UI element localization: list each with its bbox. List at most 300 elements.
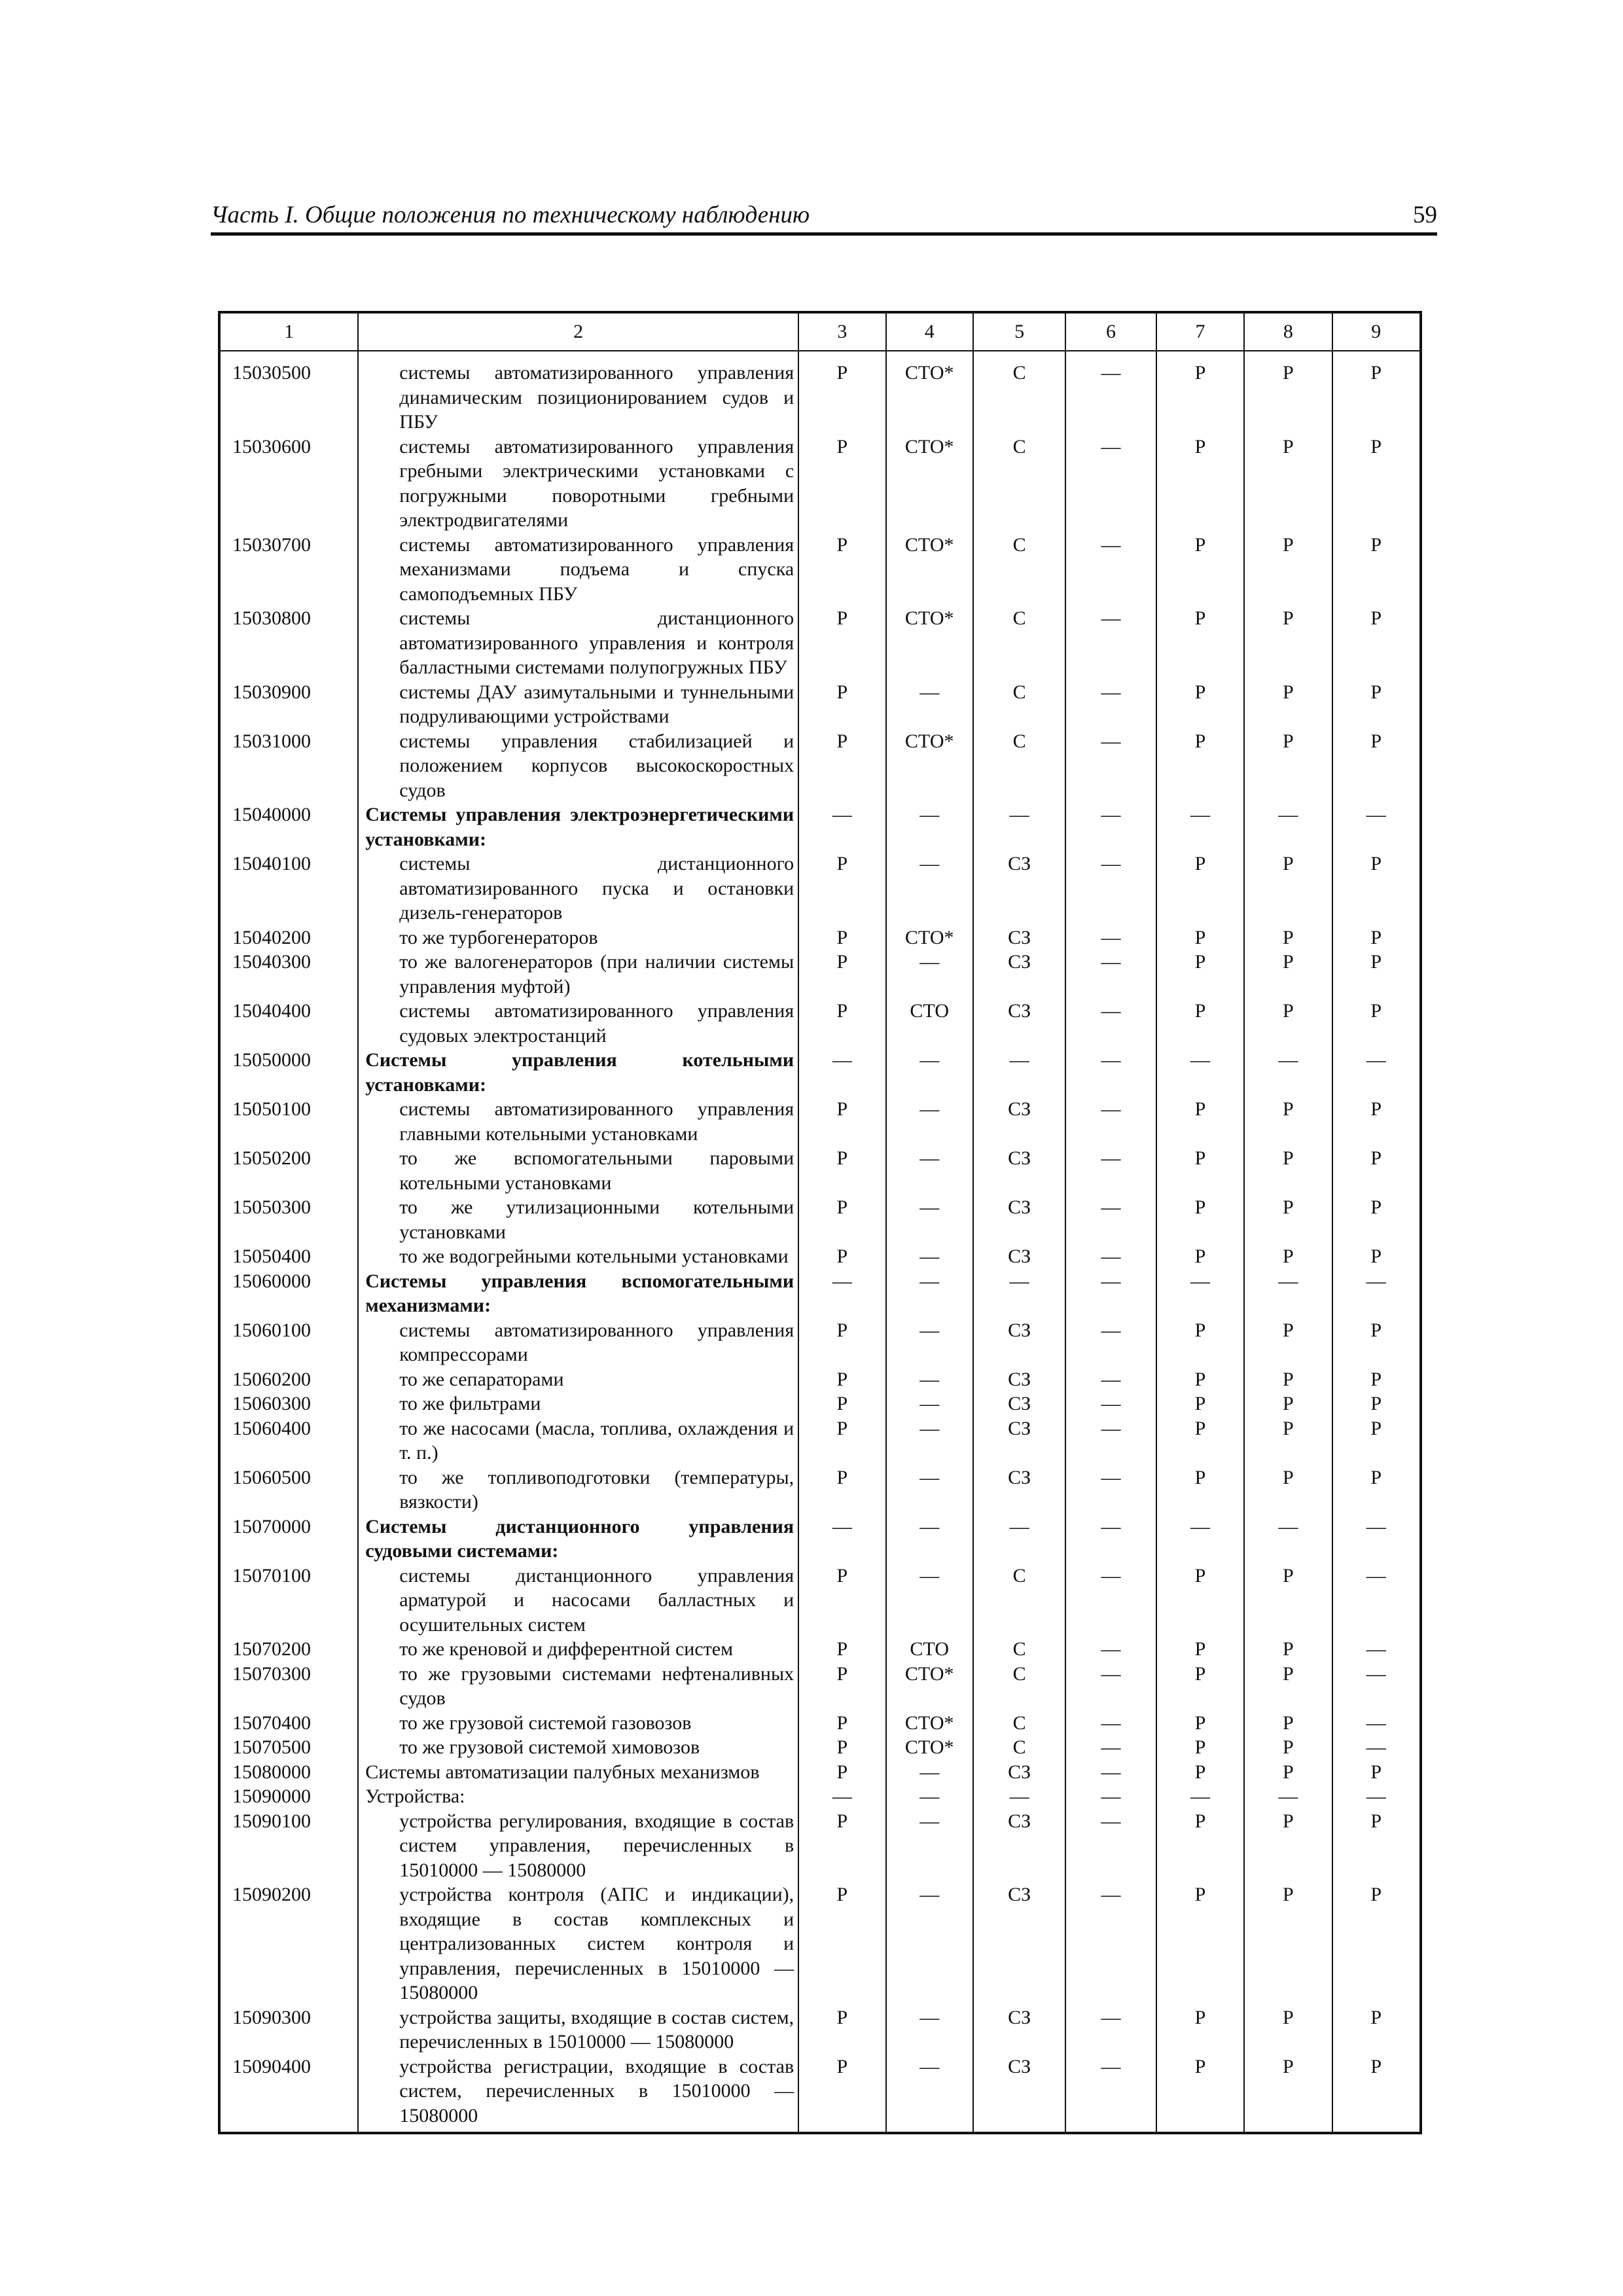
item-code: 15030700 xyxy=(219,533,358,607)
table-row xyxy=(219,1735,1421,1760)
requirement-cell-col-8: Р xyxy=(1244,1711,1332,1736)
item-code: 15060100 xyxy=(219,1318,358,1367)
item-code: 15040300 xyxy=(219,950,358,999)
table-row xyxy=(219,1391,1421,1416)
item-code: 15070400 xyxy=(219,1711,358,1736)
requirement-cell-col-6: — xyxy=(1065,1097,1156,1146)
item-code: 15070300 xyxy=(219,1662,358,1711)
table-row xyxy=(219,1564,1421,1638)
page-header xyxy=(211,198,1437,236)
requirement-cell-col-6: — xyxy=(1065,1269,1156,1318)
requirement-cell-col-3: Р xyxy=(798,680,885,729)
requirement-cell-col-7: Р xyxy=(1156,729,1244,803)
item-description: системы автоматизированного управления судовых электростанций xyxy=(358,999,798,1048)
item-code: 15030800 xyxy=(219,606,358,680)
item-code: 15030500 xyxy=(219,351,358,435)
item-code: 15090300 xyxy=(219,2005,358,2054)
requirement-cell-col-8: — xyxy=(1244,1784,1332,1809)
requirement-cell-col-3: Р xyxy=(798,1416,885,1465)
requirement-cell-col-6: — xyxy=(1065,1564,1156,1638)
item-description: системы дистанционного управления арматурой и насосами балластных и осушительных систем xyxy=(358,1564,798,1638)
item-code: 15040100 xyxy=(219,852,358,925)
requirement-cell-col-5: С xyxy=(973,1637,1065,1662)
requirement-cell-col-5: — xyxy=(973,1269,1065,1318)
requirement-cell-col-4: — xyxy=(886,1146,973,1195)
requirement-cell-col-5: СЗ xyxy=(973,2054,1065,2134)
requirement-cell-col-9: — xyxy=(1332,1269,1421,1318)
item-code: 15070500 xyxy=(219,1735,358,1760)
requirement-cell-col-4: — xyxy=(886,680,973,729)
requirement-cell-col-7: — xyxy=(1156,1515,1244,1564)
requirement-cell-col-3: Р xyxy=(798,852,885,925)
table-row xyxy=(219,1269,1421,1318)
requirement-cell-col-5: С xyxy=(973,435,1065,533)
requirement-cell-col-6: — xyxy=(1065,950,1156,999)
item-description: то же насосами (масла, топлива, охлаждения и т. п.) xyxy=(358,1416,798,1465)
requirement-cell-col-9: Р xyxy=(1332,1882,1421,2005)
requirement-cell-col-7: Р xyxy=(1156,1564,1244,1638)
item-code: 15040400 xyxy=(219,999,358,1048)
requirement-cell-col-6: — xyxy=(1065,533,1156,607)
requirement-cell-col-5: СЗ xyxy=(973,1416,1065,1465)
requirement-cell-col-9: Р xyxy=(1332,1391,1421,1416)
item-code: 15090400 xyxy=(219,2054,358,2134)
column-header: 9 xyxy=(1332,312,1421,351)
item-code: 15050400 xyxy=(219,1244,358,1269)
item-code: 15031000 xyxy=(219,729,358,803)
requirement-cell-col-5: СЗ xyxy=(973,1244,1065,1269)
requirement-cell-col-9: Р xyxy=(1332,1097,1421,1146)
item-code: 15050100 xyxy=(219,1097,358,1146)
item-code: 15060400 xyxy=(219,1416,358,1465)
requirement-cell-col-4: СТО* xyxy=(886,1711,973,1736)
requirement-cell-col-6: — xyxy=(1065,729,1156,803)
table-row xyxy=(219,729,1421,803)
requirement-cell-col-3: — xyxy=(798,1269,885,1318)
table-row xyxy=(219,999,1421,1048)
requirement-cell-col-6: — xyxy=(1065,680,1156,729)
requirement-cell-col-9: Р xyxy=(1332,606,1421,680)
requirement-cell-col-3: Р xyxy=(798,351,885,435)
requirement-cell-col-5: — xyxy=(973,1515,1065,1564)
item-description: то же грузовой системой химовозов xyxy=(358,1735,798,1760)
requirement-cell-col-9: Р xyxy=(1332,435,1421,533)
requirement-cell-col-6: — xyxy=(1065,802,1156,852)
requirement-cell-col-4: СТО* xyxy=(886,606,973,680)
requirement-cell-col-6: — xyxy=(1065,1416,1156,1465)
requirement-cell-col-5: С xyxy=(973,533,1065,607)
requirement-cell-col-8: Р xyxy=(1244,1564,1332,1638)
requirement-cell-col-8: Р xyxy=(1244,852,1332,925)
item-description: системы ДАУ азимутальными и туннельными подруливающими устройствами xyxy=(358,680,798,729)
requirement-cell-col-8: Р xyxy=(1244,1637,1332,1662)
table-row xyxy=(219,950,1421,999)
requirement-cell-col-3: Р xyxy=(798,1760,885,1785)
requirement-cell-col-3: Р xyxy=(798,1465,885,1515)
requirement-cell-col-5: С xyxy=(973,1711,1065,1736)
requirement-cell-col-3: Р xyxy=(798,606,885,680)
requirement-cell-col-3: Р xyxy=(798,2054,885,2134)
item-code: 15040000 xyxy=(219,802,358,852)
requirement-cell-col-4: СТО* xyxy=(886,925,973,950)
table-row xyxy=(219,925,1421,950)
requirement-cell-col-7: — xyxy=(1156,1784,1244,1809)
requirement-cell-col-7: Р xyxy=(1156,435,1244,533)
requirement-cell-col-3: Р xyxy=(798,1882,885,2005)
requirement-cell-col-9: Р xyxy=(1332,1244,1421,1269)
requirement-cell-col-4: — xyxy=(886,1809,973,1883)
requirement-cell-col-4: — xyxy=(886,1318,973,1367)
requirement-cell-col-3: — xyxy=(798,1784,885,1809)
requirement-cell-col-7: Р xyxy=(1156,533,1244,607)
requirement-cell-col-8: Р xyxy=(1244,1882,1332,2005)
item-description: то же утилизационными котельными установками xyxy=(358,1195,798,1244)
table-row xyxy=(219,1244,1421,1269)
item-description: системы автоматизированного управления динамическим позиционированием судов и ПБУ xyxy=(358,351,798,435)
item-code: 15050300 xyxy=(219,1195,358,1244)
requirement-cell-col-3: Р xyxy=(798,533,885,607)
requirement-cell-col-8: Р xyxy=(1244,533,1332,607)
requirement-cell-col-7: Р xyxy=(1156,1391,1244,1416)
requirement-cell-col-5: С xyxy=(973,1735,1065,1760)
requirement-cell-col-8: Р xyxy=(1244,680,1332,729)
requirement-cell-col-9: Р xyxy=(1332,2005,1421,2054)
requirement-cell-col-6: — xyxy=(1065,925,1156,950)
item-code: 15070100 xyxy=(219,1564,358,1638)
table-row xyxy=(219,1760,1421,1785)
requirement-cell-col-7: Р xyxy=(1156,1760,1244,1785)
requirement-cell-col-7: Р xyxy=(1156,2054,1244,2134)
column-header: 7 xyxy=(1156,312,1244,351)
requirement-cell-col-5: СЗ xyxy=(973,2005,1065,2054)
requirement-cell-col-8: Р xyxy=(1244,1416,1332,1465)
item-description: системы дистанционного автоматизированного управления и контроля балластными системами полупогружных ПБУ xyxy=(358,606,798,680)
item-description: устройства регулирования, входящие в состав систем управления, перечисленных в 15010000 — 15080000 xyxy=(358,1809,798,1883)
requirement-cell-col-5: СЗ xyxy=(973,999,1065,1048)
requirement-cell-col-9: Р xyxy=(1332,1809,1421,1883)
requirement-cell-col-6: — xyxy=(1065,1637,1156,1662)
requirement-cell-col-6: — xyxy=(1065,1367,1156,1392)
item-code: 15050000 xyxy=(219,1048,358,1097)
requirement-cell-col-5: — xyxy=(973,1784,1065,1809)
requirement-cell-col-3: Р xyxy=(798,1735,885,1760)
item-code: 15080000 xyxy=(219,1760,358,1785)
item-code: 15060300 xyxy=(219,1391,358,1416)
requirement-cell-col-8: Р xyxy=(1244,1760,1332,1785)
requirement-cell-col-8: Р xyxy=(1244,1662,1332,1711)
item-code: 15070000 xyxy=(219,1515,358,1564)
requirement-cell-col-6: — xyxy=(1065,1809,1156,1883)
requirement-cell-col-5: СЗ xyxy=(973,1391,1065,1416)
item-code: 15090000 xyxy=(219,1784,358,1809)
item-description: Системы автоматизации палубных механизмов xyxy=(358,1760,798,1785)
requirement-cell-col-7: Р xyxy=(1156,1244,1244,1269)
requirement-cell-col-8: Р xyxy=(1244,729,1332,803)
group-heading: Системы управления вспомогательными механизмами: xyxy=(358,1269,798,1318)
requirement-cell-col-7: Р xyxy=(1156,1416,1244,1465)
requirement-cell-col-5: СЗ xyxy=(973,925,1065,950)
requirement-cell-col-8: — xyxy=(1244,1048,1332,1097)
item-description: системы автоматизированного управления главными котельными установками xyxy=(358,1097,798,1146)
item-description: системы автоматизированного управления гребными электрическими установками с погружными поворотными гребными электродвигателями xyxy=(358,435,798,533)
requirement-cell-col-8: Р xyxy=(1244,1318,1332,1367)
table-body xyxy=(219,351,1421,2133)
requirement-cell-col-7: Р xyxy=(1156,1465,1244,1515)
requirement-cell-col-4: — xyxy=(886,1416,973,1465)
requirement-cell-col-3: Р xyxy=(798,1146,885,1195)
requirement-cell-col-3: Р xyxy=(798,1097,885,1146)
requirement-cell-col-4: — xyxy=(886,1465,973,1515)
requirement-cell-col-9: — xyxy=(1332,1711,1421,1736)
requirement-cell-col-7: — xyxy=(1156,802,1244,852)
group-heading: Системы управления электроэнергетическими установками: xyxy=(358,802,798,852)
requirement-cell-col-9: Р xyxy=(1332,925,1421,950)
requirement-cell-col-8: Р xyxy=(1244,999,1332,1048)
requirement-cell-col-7: Р xyxy=(1156,1146,1244,1195)
requirement-cell-col-9: Р xyxy=(1332,950,1421,999)
item-code: 15040200 xyxy=(219,925,358,950)
table-row xyxy=(219,606,1421,680)
requirement-cell-col-8: Р xyxy=(1244,1195,1332,1244)
table-row xyxy=(219,1195,1421,1244)
requirement-cell-col-4: СТО* xyxy=(886,1735,973,1760)
table-row xyxy=(219,1416,1421,1465)
requirement-cell-col-3: Р xyxy=(798,1564,885,1638)
requirement-cell-col-7: Р xyxy=(1156,680,1244,729)
running-title: Часть I. Общие положения по техническому наблюдению xyxy=(211,202,810,228)
item-description: то же водогрейными котельными установками xyxy=(358,1244,798,1269)
requirement-cell-col-6: — xyxy=(1065,1882,1156,2005)
requirement-cell-col-9: — xyxy=(1332,1048,1421,1097)
requirement-cell-col-7: Р xyxy=(1156,1735,1244,1760)
requirement-cell-col-3: Р xyxy=(798,2005,885,2054)
requirement-cell-col-8: Р xyxy=(1244,1465,1332,1515)
requirement-cell-col-7: Р xyxy=(1156,1097,1244,1146)
group-heading: Системы управления котельными установками: xyxy=(358,1048,798,1097)
item-description: то же грузовыми системами нефтеналивных судов xyxy=(358,1662,798,1711)
requirement-cell-col-5: СЗ xyxy=(973,1367,1065,1392)
requirement-cell-col-6: — xyxy=(1065,1784,1156,1809)
table-row xyxy=(219,1515,1421,1564)
requirement-cell-col-5: С xyxy=(973,729,1065,803)
requirement-cell-col-4: СТО xyxy=(886,1637,973,1662)
requirement-cell-col-9: Р xyxy=(1332,1416,1421,1465)
requirement-cell-col-9: Р xyxy=(1332,1195,1421,1244)
requirement-cell-col-9: Р xyxy=(1332,852,1421,925)
requirement-cell-col-3: Р xyxy=(798,1662,885,1711)
table-row xyxy=(219,2005,1421,2054)
requirement-cell-col-5: СЗ xyxy=(973,1318,1065,1367)
requirement-cell-col-4: — xyxy=(886,1882,973,2005)
requirement-cell-col-4: — xyxy=(886,1244,973,1269)
requirement-cell-col-5: СЗ xyxy=(973,1809,1065,1883)
requirement-cell-col-9: Р xyxy=(1332,729,1421,803)
requirement-cell-col-9: — xyxy=(1332,1564,1421,1638)
requirement-cell-col-3: Р xyxy=(798,1637,885,1662)
requirement-cell-col-9: — xyxy=(1332,1662,1421,1711)
requirement-cell-col-7: Р xyxy=(1156,999,1244,1048)
table-row xyxy=(219,1711,1421,1736)
requirement-cell-col-8: — xyxy=(1244,1515,1332,1564)
requirement-cell-col-9: Р xyxy=(1332,2054,1421,2134)
item-code: 15060200 xyxy=(219,1367,358,1392)
requirement-cell-col-9: — xyxy=(1332,1735,1421,1760)
requirement-cell-col-7: — xyxy=(1156,1048,1244,1097)
requirement-cell-col-3: Р xyxy=(798,999,885,1048)
item-description: то же турбогенераторов xyxy=(358,925,798,950)
item-code: 15060500 xyxy=(219,1465,358,1515)
table-row xyxy=(219,1637,1421,1662)
item-description: то же грузовой системой газовозов xyxy=(358,1711,798,1736)
requirement-cell-col-8: Р xyxy=(1244,435,1332,533)
requirement-cell-col-3: Р xyxy=(798,1711,885,1736)
requirement-cell-col-8: Р xyxy=(1244,2054,1332,2134)
requirement-cell-col-4: СТО* xyxy=(886,351,973,435)
column-header: 1 xyxy=(219,312,358,351)
requirement-cell-col-6: — xyxy=(1065,852,1156,925)
requirement-cell-col-8: Р xyxy=(1244,351,1332,435)
requirement-cell-col-5: СЗ xyxy=(973,852,1065,925)
requirement-cell-col-4: — xyxy=(886,1760,973,1785)
requirement-cell-col-5: СЗ xyxy=(973,1882,1065,2005)
item-description: Устройства: xyxy=(358,1784,798,1809)
table-row xyxy=(219,435,1421,533)
requirement-cell-col-3: Р xyxy=(798,729,885,803)
table-row xyxy=(219,2054,1421,2134)
requirement-cell-col-7: Р xyxy=(1156,1711,1244,1736)
requirement-cell-col-6: — xyxy=(1065,1735,1156,1760)
item-description: то же фильтрами xyxy=(358,1391,798,1416)
requirement-cell-col-3: — xyxy=(798,802,885,852)
requirement-cell-col-5: С xyxy=(973,351,1065,435)
item-description: то же топливоподготовки (температуры, вязкости) xyxy=(358,1465,798,1515)
requirement-cell-col-5: СЗ xyxy=(973,1465,1065,1515)
table-row xyxy=(219,1048,1421,1097)
requirement-cell-col-3: Р xyxy=(798,1367,885,1392)
item-code: 15030900 xyxy=(219,680,358,729)
table-row xyxy=(219,1465,1421,1515)
requirement-cell-col-9: — xyxy=(1332,802,1421,852)
requirement-cell-col-8: Р xyxy=(1244,1809,1332,1883)
requirement-cell-col-7: Р xyxy=(1156,1662,1244,1711)
requirement-cell-col-9: Р xyxy=(1332,1318,1421,1367)
requirement-cell-col-4: — xyxy=(886,1269,973,1318)
requirement-cell-col-7: Р xyxy=(1156,606,1244,680)
requirement-cell-col-6: — xyxy=(1065,1662,1156,1711)
requirement-cell-col-4: — xyxy=(886,1195,973,1244)
requirement-cell-col-8: Р xyxy=(1244,2005,1332,2054)
column-number-row xyxy=(219,312,1421,351)
item-description: то же вспомогательными паровыми котельными установками xyxy=(358,1146,798,1195)
requirement-cell-col-4: — xyxy=(886,1097,973,1146)
item-code: 15050200 xyxy=(219,1146,358,1195)
table-row xyxy=(219,802,1421,852)
requirement-cell-col-4: СТО* xyxy=(886,435,973,533)
requirement-cell-col-6: — xyxy=(1065,1465,1156,1515)
item-description: системы управления стабилизацией и положением корпусов высокоскоростных судов xyxy=(358,729,798,803)
requirement-cell-col-6: — xyxy=(1065,1146,1156,1195)
requirement-cell-col-7: — xyxy=(1156,1269,1244,1318)
requirement-cell-col-6: — xyxy=(1065,1391,1156,1416)
requirement-cell-col-4: СТО* xyxy=(886,729,973,803)
column-header: 3 xyxy=(798,312,885,351)
column-header: 4 xyxy=(886,312,973,351)
requirement-cell-col-7: Р xyxy=(1156,852,1244,925)
item-description: устройства защиты, входящие в состав систем, перечисленных в 15010000 — 15080000 xyxy=(358,2005,798,2054)
item-code: 15060000 xyxy=(219,1269,358,1318)
requirement-cell-col-8: Р xyxy=(1244,1146,1332,1195)
requirement-cell-col-8: Р xyxy=(1244,1391,1332,1416)
table-row xyxy=(219,1882,1421,2005)
requirement-cell-col-7: Р xyxy=(1156,950,1244,999)
table-row xyxy=(219,1318,1421,1367)
requirement-cell-col-3: Р xyxy=(798,1391,885,1416)
item-code: 15070200 xyxy=(219,1637,358,1662)
requirement-cell-col-7: Р xyxy=(1156,925,1244,950)
requirement-cell-col-3: Р xyxy=(798,950,885,999)
requirement-cell-col-6: — xyxy=(1065,1244,1156,1269)
requirement-cell-col-6: — xyxy=(1065,1515,1156,1564)
requirement-cell-col-9: — xyxy=(1332,1784,1421,1809)
requirement-cell-col-4: — xyxy=(886,1564,973,1638)
table-row xyxy=(219,351,1421,435)
requirement-cell-col-4: СТО xyxy=(886,999,973,1048)
column-header: 5 xyxy=(973,312,1065,351)
requirement-cell-col-5: — xyxy=(973,802,1065,852)
table-row xyxy=(219,1097,1421,1146)
item-code: 15030600 xyxy=(219,435,358,533)
requirement-cell-col-6: — xyxy=(1065,999,1156,1048)
requirements-table xyxy=(218,311,1422,2134)
page-number: 59 xyxy=(1413,202,1437,228)
requirement-cell-col-9: — xyxy=(1332,1515,1421,1564)
requirement-cell-col-4: — xyxy=(886,2005,973,2054)
requirement-cell-col-3: — xyxy=(798,1515,885,1564)
table-row xyxy=(219,852,1421,925)
requirement-cell-col-5: СЗ xyxy=(973,1195,1065,1244)
requirement-cell-col-9: Р xyxy=(1332,999,1421,1048)
requirement-cell-col-4: — xyxy=(886,950,973,999)
requirement-cell-col-3: Р xyxy=(798,435,885,533)
requirement-cell-col-4: — xyxy=(886,1367,973,1392)
requirement-cell-col-8: Р xyxy=(1244,1367,1332,1392)
requirement-cell-col-6: — xyxy=(1065,606,1156,680)
column-header: 2 xyxy=(358,312,798,351)
requirement-cell-col-6: — xyxy=(1065,435,1156,533)
requirement-cell-col-5: С xyxy=(973,1564,1065,1638)
table-row xyxy=(219,1809,1421,1883)
requirement-cell-col-6: — xyxy=(1065,1760,1156,1785)
requirement-cell-col-3: Р xyxy=(798,925,885,950)
requirement-cell-col-5: — xyxy=(973,1048,1065,1097)
table-row xyxy=(219,533,1421,607)
requirement-cell-col-8: Р xyxy=(1244,925,1332,950)
requirement-cell-col-8: Р xyxy=(1244,1735,1332,1760)
requirement-cell-col-8: — xyxy=(1244,802,1332,852)
requirement-cell-col-7: Р xyxy=(1156,2005,1244,2054)
requirement-cell-col-4: — xyxy=(886,1048,973,1097)
requirement-cell-col-5: С xyxy=(973,606,1065,680)
requirement-cell-col-9: Р xyxy=(1332,1146,1421,1195)
requirement-cell-col-4: СТО* xyxy=(886,1662,973,1711)
requirement-cell-col-8: Р xyxy=(1244,606,1332,680)
item-description: системы автоматизированного управления механизмами подъема и спуска самоподъемных ПБУ xyxy=(358,533,798,607)
item-description: устройства регистрации, входящие в состав систем, перечисленных в 15010000 — 15080000 xyxy=(358,2054,798,2134)
item-description: то же сепараторами xyxy=(358,1367,798,1392)
requirement-cell-col-8: Р xyxy=(1244,1244,1332,1269)
requirement-cell-col-5: СЗ xyxy=(973,1097,1065,1146)
requirement-cell-col-5: С xyxy=(973,680,1065,729)
